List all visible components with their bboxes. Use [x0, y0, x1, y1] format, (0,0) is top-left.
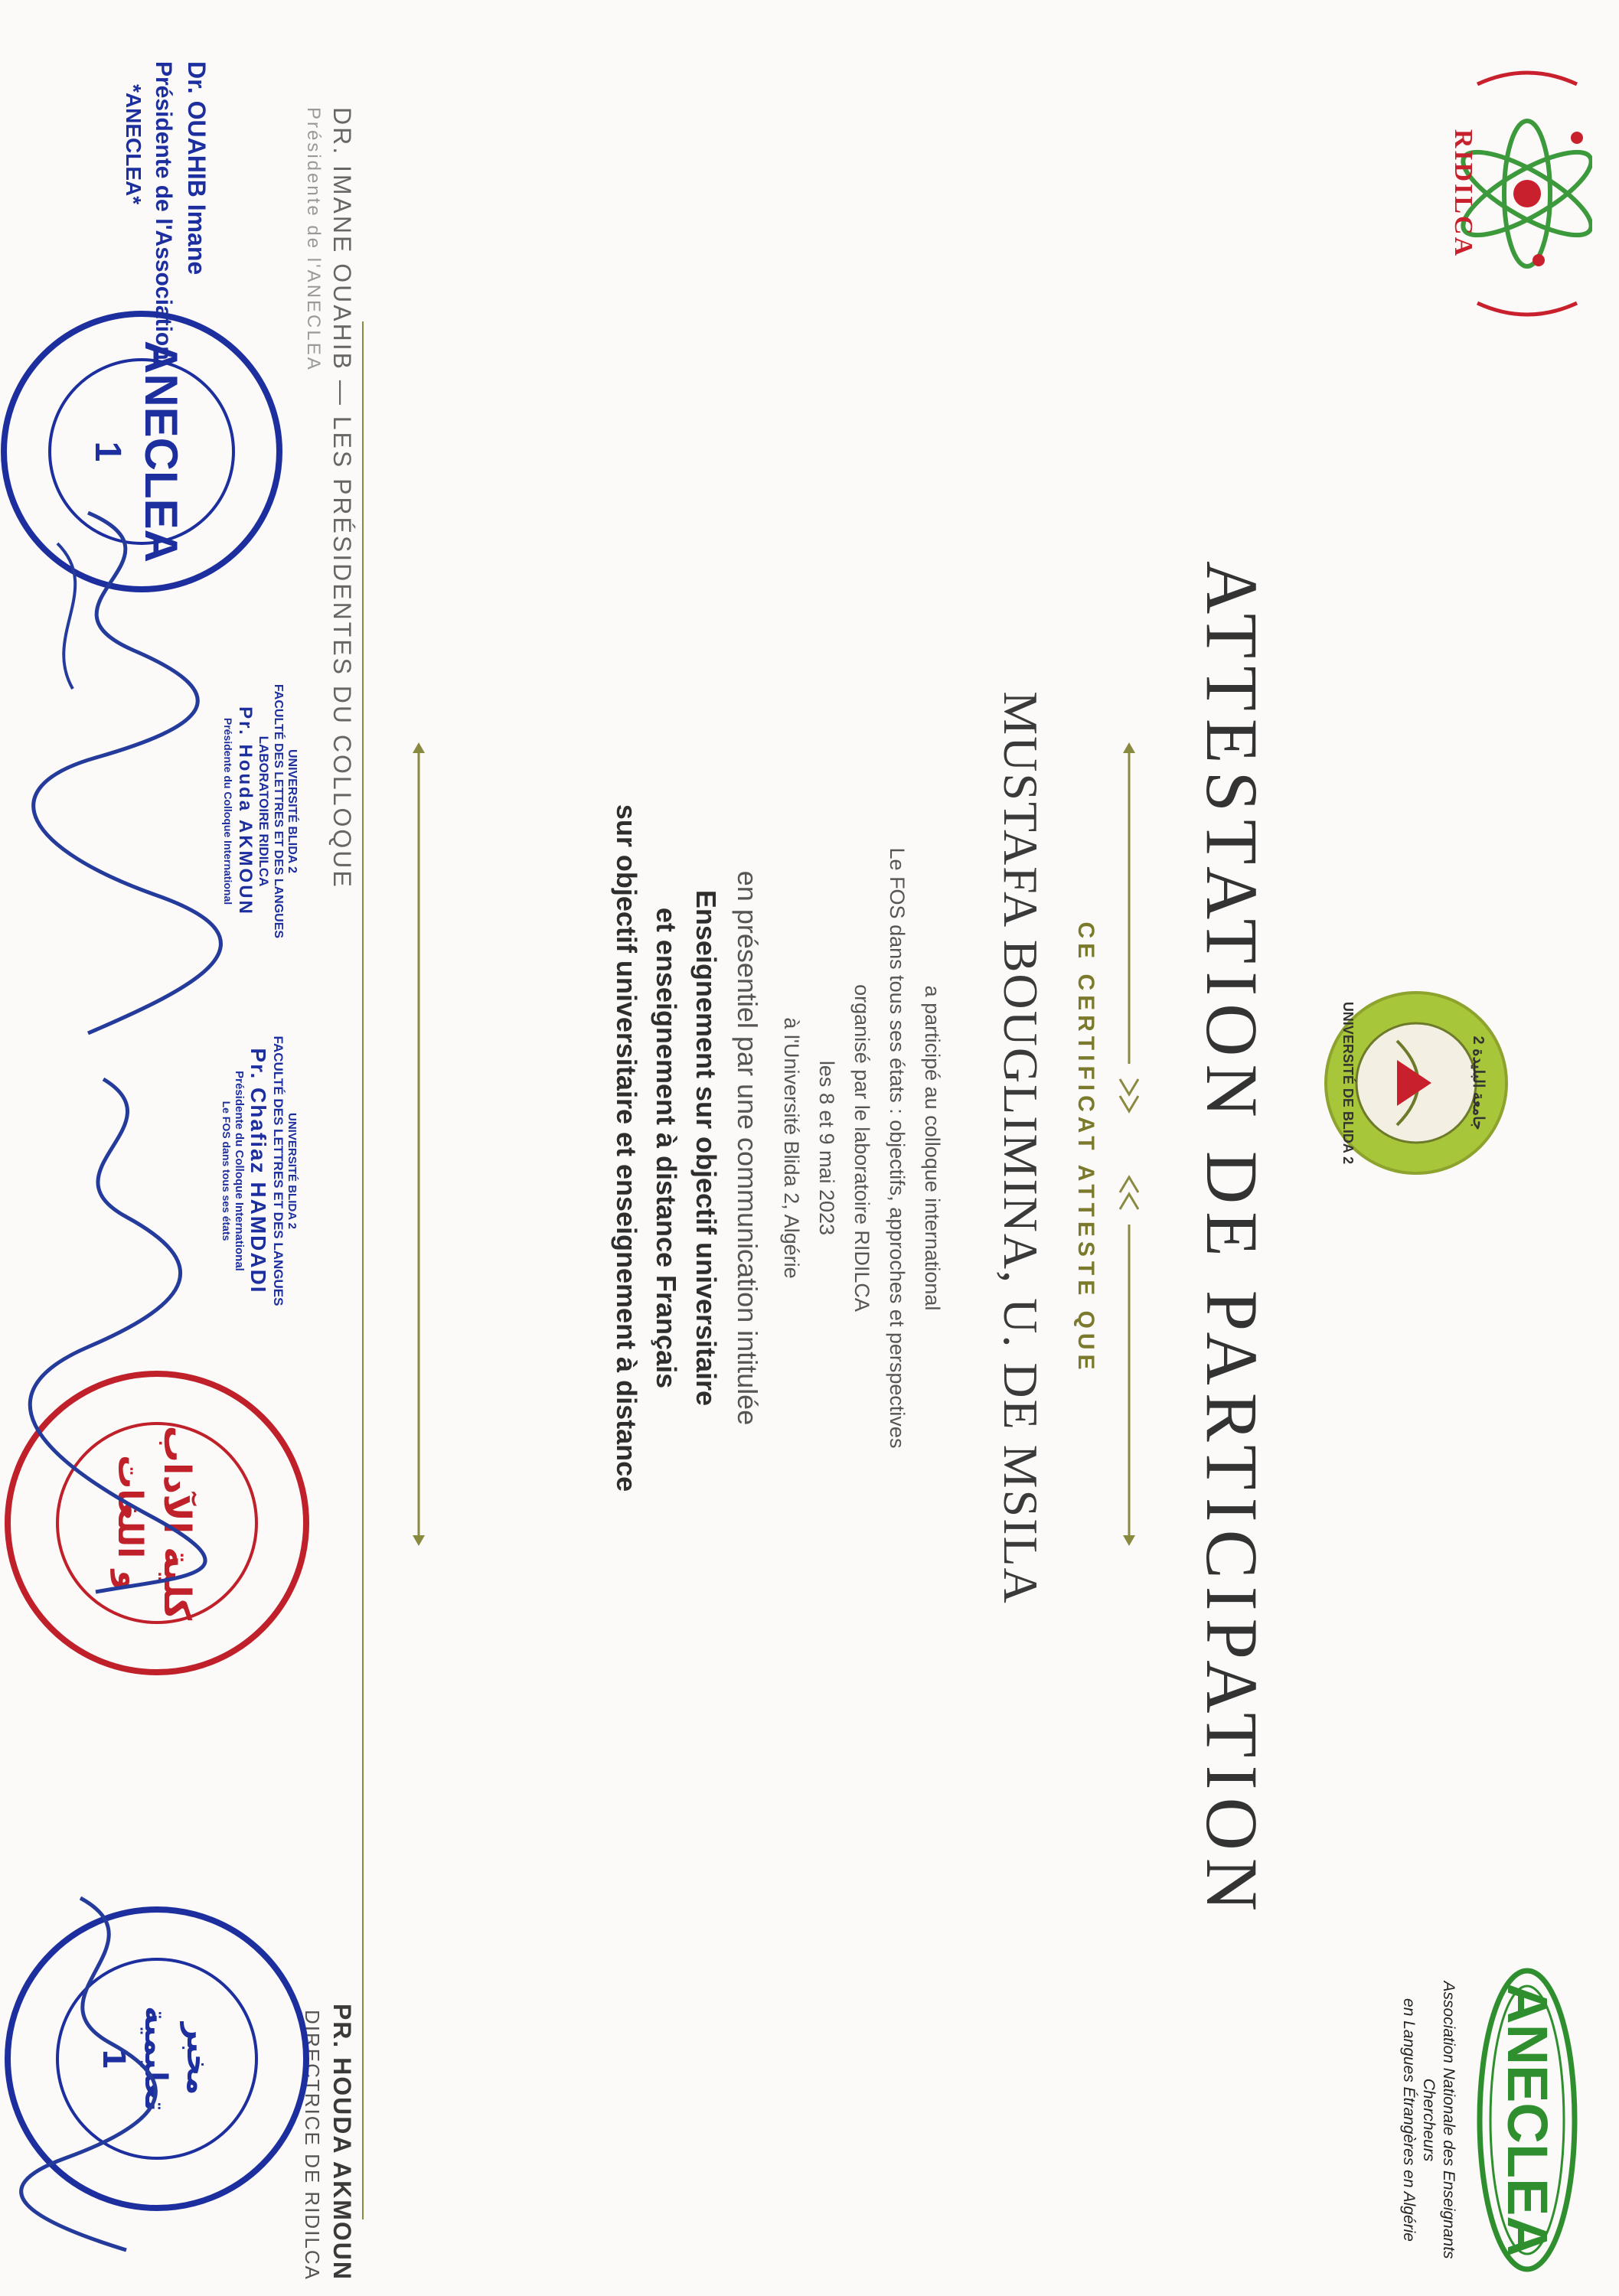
- communication-title: sur objectif universitaire et enseignement à distance: [611, 804, 642, 1492]
- signature-scribble-icon: [11, 1883, 195, 2265]
- left-signatory-title: DR. IMANE OUAHIB — LES PRÉSIDENTES DU COLLOQUE: [328, 107, 356, 889]
- body-line: en présentiel par une communication intitulée: [732, 870, 763, 1426]
- stamp-signatory-role: Présidente de l'Association: [151, 61, 176, 360]
- certificate-subtitle: CE CERTIFICAT ATTESTE QUE: [1073, 921, 1098, 1375]
- stamp-line: Présidente du Colloque International: [233, 1071, 246, 1271]
- body-line: à l'Université Blida 2, Algérie: [780, 1017, 803, 1279]
- stamp-line: FACULTÉ DES LETTRES ET DES LANGUES: [271, 1035, 286, 1306]
- university-logo-fr: UNIVERSITÉ DE BLIDA 2: [1340, 1001, 1356, 1165]
- ridilca-logo: [1431, 31, 1592, 360]
- aneclea-caption-line2: en Langues Étrangères en Algérie: [1400, 1998, 1418, 2242]
- signature-scribble-icon: [11, 1056, 226, 1607]
- stamp-line: UNIVERSITÉ BLIDA 2: [286, 1113, 299, 1229]
- stamp-signatory-association: *ANECLEA*: [122, 84, 145, 205]
- ornament-divider-icon: [1114, 742, 1144, 1546]
- body-line: les 8 et 9 mai 2023: [815, 1060, 838, 1236]
- right-signatory-title: PR. HOUDA AKMOUN: [328, 2003, 356, 2281]
- lab-stamp-line1: مخبر: [180, 2022, 215, 2095]
- ornament-divider-icon: [403, 742, 434, 1546]
- right-signatory-subtitle: DIRECTRICE DE RIDILCA: [301, 2009, 324, 2281]
- stamp-line: Pr. Houda AKMOUN: [235, 706, 256, 916]
- stamp-line: FACULTÉ DES LETTRES ET DES LANGUES: [272, 683, 285, 939]
- lab-stamp-line3: 1: [96, 2048, 131, 2069]
- university-logo-ar: جامعة البليدة 2: [1470, 1035, 1487, 1130]
- aneclea-stamp-name: ANECLEA: [135, 340, 187, 563]
- university-lab-stamp: [222, 651, 299, 972]
- left-signatory-subtitle: Présidente de l'ANECLEA: [303, 107, 324, 372]
- body-line: a participé au colloque international: [921, 985, 944, 1311]
- stamp-line: Présidente du Colloque International: [222, 717, 234, 905]
- faculty-stamp-line2: و اللغات: [110, 1455, 149, 1591]
- communication-title: et enseignement à distance Français: [651, 907, 682, 1389]
- signature-scribble-icon: [11, 497, 226, 1049]
- ridilca-logo-text: RIDILCA: [1449, 129, 1477, 259]
- faculty-stamp-line1: كلية الآداب: [155, 1425, 198, 1621]
- stamp-line: UNIVERSITÉ BLIDA 2: [286, 748, 299, 874]
- aneclea-caption: [1399, 1959, 1458, 2281]
- signature-divider: [362, 321, 364, 2219]
- aneclea-caption-line1: Association Nationale des Enseignants Chercheurs: [1420, 1981, 1457, 2259]
- page-title: ATTESTATION DE PARTICIPATION: [1191, 560, 1273, 1919]
- communication-title: Enseignement sur objectif universitaire: [690, 889, 722, 1407]
- aneclea-stamp-number: 1: [87, 441, 128, 462]
- stamp-line: Le FOS dans tous ses états: [220, 1101, 233, 1241]
- lab-stamp-line2: تعليمية: [138, 2006, 173, 2112]
- stamp-line: Pr. Chafiaz HAMDADI: [246, 1048, 270, 1294]
- university-logo: [1320, 987, 1512, 1179]
- recipient-name: MUSTAFA BOUGLIMINA, U. DE MSILA: [994, 691, 1048, 1605]
- stamp-signatory-name: Dr. OUAHIB Imane: [183, 61, 211, 276]
- body-line: Le FOS dans tous ses états : objectifs, approches et perspectives: [886, 847, 909, 1449]
- faculty-stamp: [220, 1010, 299, 1332]
- stamp-line: LABORATOIRE RIDILCA: [256, 735, 271, 887]
- body-line: organisé par le laboratoire RIDILCA: [850, 984, 873, 1312]
- aneclea-logo-text: ANECLEA: [1496, 1983, 1559, 2257]
- aneclea-logo: [1389, 1959, 1588, 2281]
